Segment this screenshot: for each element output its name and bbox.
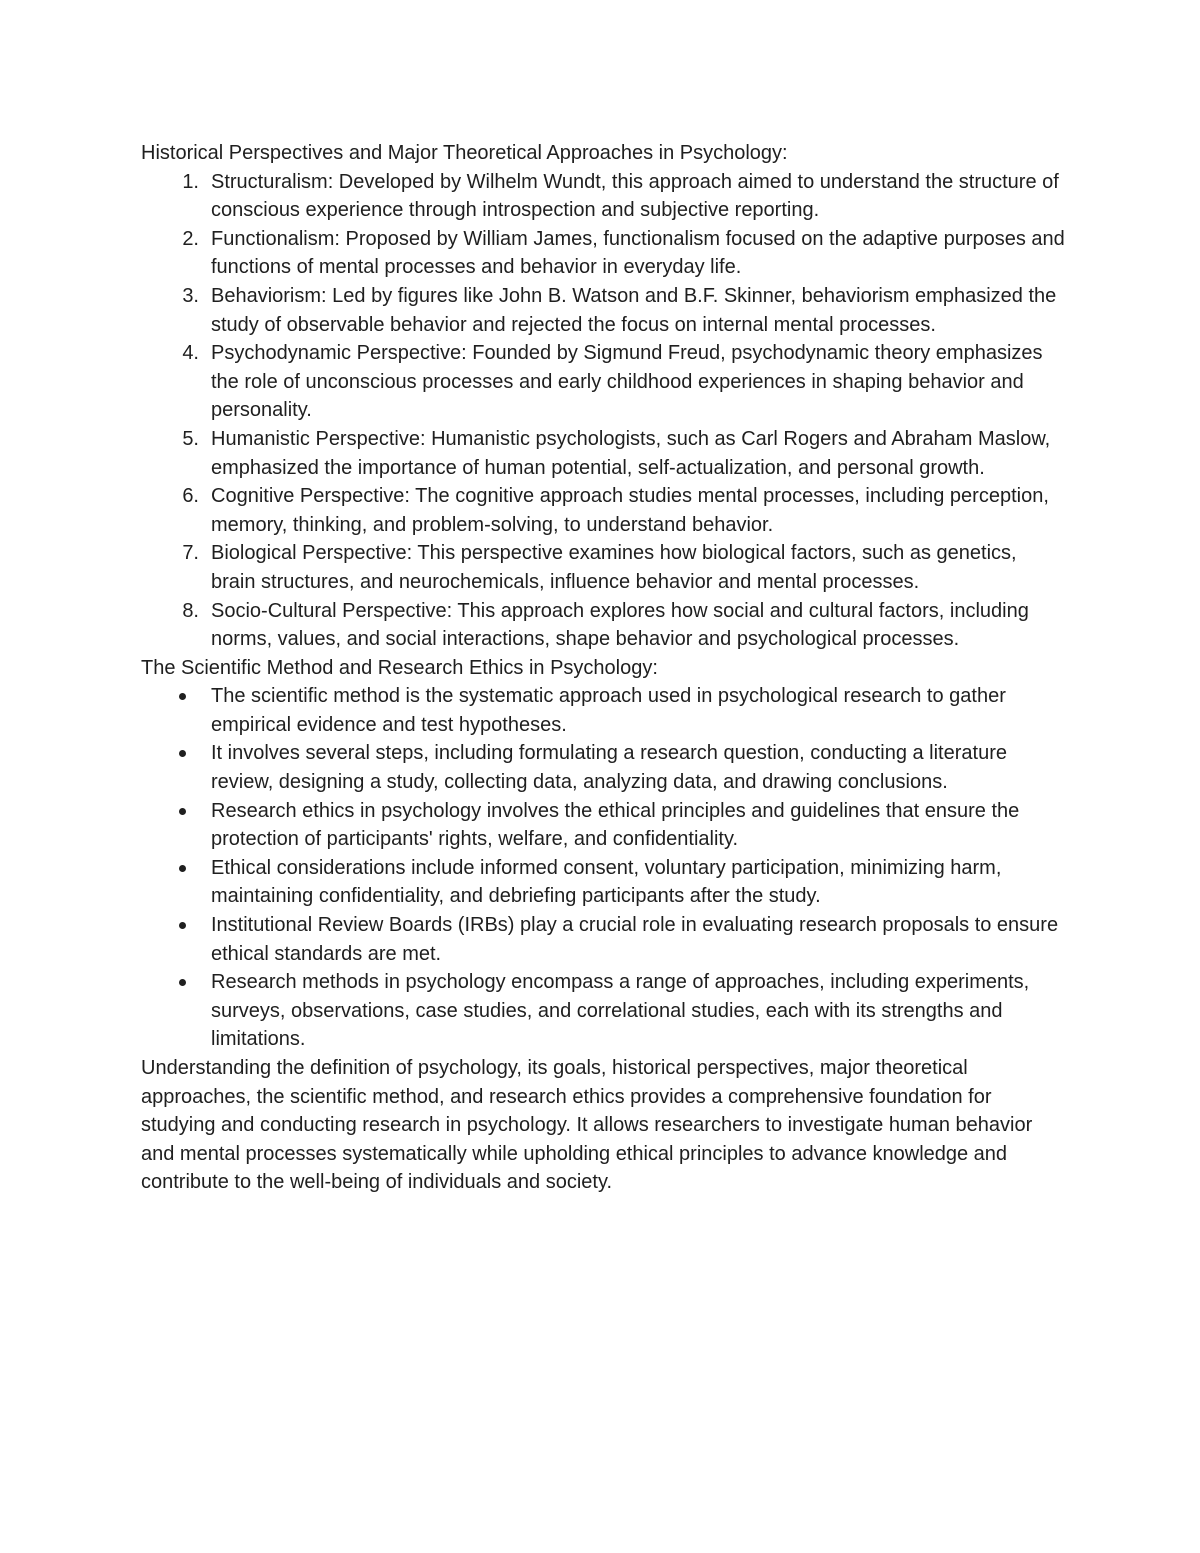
list-number: 6. bbox=[182, 485, 199, 508]
list-item-text: Humanistic Perspective: Humanistic psychologists, such as Carl Rogers and Abraham Maslow, emphasized the importance of human potential, self-actualization, and personal growth. bbox=[211, 427, 1051, 479]
list-number: 1. bbox=[182, 170, 199, 193]
document-page bbox=[141, 139, 1066, 1197]
list-item-text: Institutional Review Boards (IRBs) play a crucial role in evaluating research proposals to ensure ethical standards are met. bbox=[211, 914, 1059, 965]
list-item-text: Cognitive Perspective: The cognitive approach studies mental processes, including perception, memory, thinking, and problem-solving, to understand behavior. bbox=[211, 485, 1049, 536]
list-item bbox=[141, 482, 1066, 539]
list-item bbox=[141, 282, 1066, 339]
section-heading-historical-perspectives: Historical Perspectives and Major Theoretical Approaches in Psychology: bbox=[141, 142, 788, 164]
section-heading-scientific-method: The Scientific Method and Research Ethics in Psychology: bbox=[141, 656, 658, 679]
list-number: 2. bbox=[182, 227, 199, 250]
list-number: 7. bbox=[182, 542, 199, 565]
list-item-text: Socio-Cultural Perspective: This approach explores how social and cultural factors, including norms, values, and social interactions, shape behavior and psychological processes. bbox=[211, 599, 1029, 651]
list-number: 5. bbox=[182, 427, 199, 450]
list-item-text: Biological Perspective: This perspective examines how biological factors, such as genetics, brain structures, and neurochemicals, influence behavior and mental processes. bbox=[211, 542, 1017, 593]
list-item bbox=[141, 225, 1066, 282]
list-item-text: Ethical considerations include informed consent, voluntary participation, minimizing harm, maintaining confidentiality, and debriefing participants after the study. bbox=[211, 856, 1002, 908]
bulleted-list-research-ethics bbox=[141, 682, 1066, 1054]
list-number: 4. bbox=[182, 342, 199, 365]
list-item bbox=[141, 539, 1066, 596]
list-item-text: Research methods in psychology encompass a range of approaches, including experiments, surveys, observations, case studies, and correlational studies, each with its strengths and limitations. bbox=[211, 971, 1030, 1051]
list-item bbox=[141, 339, 1066, 425]
list-item-text: Psychodynamic Perspective: Founded by Sigmund Freud, psychodynamic theory emphasizes the role of unconscious processes and early childhood experiences in shaping behavior and personality. bbox=[211, 342, 1043, 422]
bullet-icon bbox=[179, 922, 186, 929]
bullet-icon bbox=[179, 865, 186, 872]
list-item bbox=[141, 797, 1066, 854]
list-item bbox=[141, 682, 1066, 739]
list-item-text: Structuralism: Developed by Wilhelm Wundt, this approach aimed to understand the structure of conscious experience through introspection and subjective reporting. bbox=[211, 170, 1059, 222]
numbered-list-approaches bbox=[141, 168, 1066, 654]
list-item bbox=[141, 739, 1066, 796]
bullet-icon bbox=[179, 979, 186, 986]
list-item-text: The scientific method is the systematic approach used in psychological research to gather empirical evidence and test hypotheses. bbox=[211, 685, 1006, 736]
list-item bbox=[141, 168, 1066, 225]
list-item bbox=[141, 968, 1066, 1054]
bullet-icon bbox=[179, 693, 186, 700]
list-item-text: Behaviorism: Led by figures like John B. Watson and B.F. Skinner, behaviorism emphasized the study of observable behavior and rejected the focus on internal mental processes. bbox=[211, 284, 1057, 336]
list-item-text: It involves several steps, including formulating a research question, conducting a literature review, designing a study, collecting data, analyzing data, and drawing conclusions. bbox=[211, 742, 1007, 794]
list-item bbox=[141, 911, 1066, 968]
list-item bbox=[141, 854, 1066, 911]
list-item-text: Research ethics in psychology involves the ethical principles and guidelines that ensure the protection of participants' rights, welfare, and confidentiality. bbox=[211, 799, 1020, 851]
list-item bbox=[141, 425, 1066, 482]
conclusion-paragraph: Understanding the definition of psychology, its goals, historical perspectives, major theoretical approaches, the scientific method, and research ethics provides a comprehensive foundation for studying and conducting research in psychology. It allows researchers to investigate human behavior and mental processes systematically while upholding ethical principles to advance knowledge and contribute to the well-being of individuals and society. bbox=[141, 1057, 1033, 1194]
list-number: 8. bbox=[182, 599, 199, 622]
list-number: 3. bbox=[182, 284, 199, 307]
list-item-text: Functionalism: Proposed by William James, functionalism focused on the adaptive purposes and functions of mental processes and behavior in everyday life. bbox=[211, 227, 1065, 279]
bullet-icon bbox=[179, 808, 186, 815]
list-item bbox=[141, 597, 1066, 654]
bullet-icon bbox=[179, 750, 186, 757]
